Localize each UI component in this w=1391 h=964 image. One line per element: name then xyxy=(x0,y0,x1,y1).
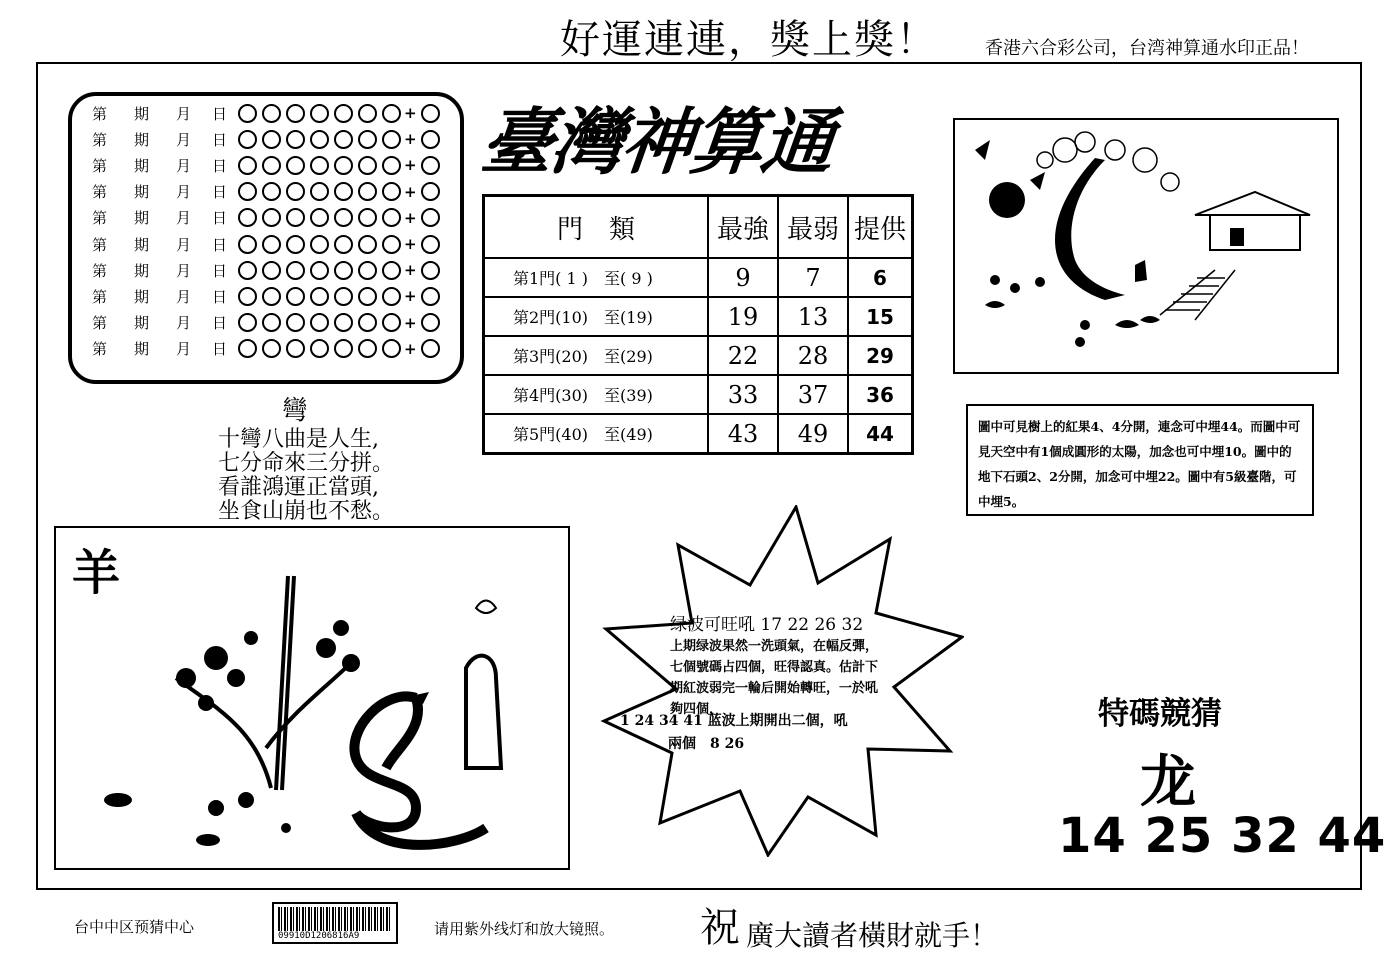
plus-sign: + xyxy=(404,156,417,175)
table-row xyxy=(484,375,913,414)
number-circle xyxy=(382,130,401,149)
number-circle xyxy=(334,287,353,306)
number-circle xyxy=(262,313,281,332)
number-circle xyxy=(238,339,257,358)
number-circle xyxy=(382,156,401,175)
number-circle xyxy=(262,287,281,306)
month-label: 月 xyxy=(176,130,192,149)
number-circle xyxy=(334,182,353,201)
provide-cell: 15 xyxy=(848,297,913,336)
weakest-cell: 13 xyxy=(778,297,848,336)
number-circle xyxy=(286,130,305,149)
number-circle xyxy=(238,208,257,227)
record-row xyxy=(92,233,445,255)
number-circle xyxy=(358,104,377,123)
number-circle xyxy=(310,313,329,332)
scene-illustration xyxy=(953,118,1339,374)
special-circle xyxy=(421,261,440,280)
day-label: 日 xyxy=(212,340,228,359)
special-zodiac: 龙 xyxy=(1140,750,1196,815)
animal-label: 羊 xyxy=(72,545,121,601)
number-circle xyxy=(238,235,257,254)
number-circle xyxy=(238,104,257,123)
number-circle xyxy=(310,156,329,175)
number-circle xyxy=(286,339,305,358)
number-circle xyxy=(334,156,353,175)
issue-label: 第 xyxy=(92,314,108,333)
barcode-bars xyxy=(278,907,392,931)
number-circle xyxy=(310,104,329,123)
special-guess-title: 特碼競猜 xyxy=(1098,696,1222,732)
strongest-cell: 33 xyxy=(708,375,778,414)
door-table xyxy=(482,194,914,455)
footer-center-name: 台中中区预猜中心 xyxy=(74,918,195,936)
weakest-cell: 7 xyxy=(778,258,848,297)
number-circle xyxy=(262,208,281,227)
table-row xyxy=(484,336,913,375)
number-circle xyxy=(358,208,377,227)
number-circle xyxy=(382,287,401,306)
star-line-3: 兩個 8 26 xyxy=(668,736,745,752)
number-circle xyxy=(382,313,401,332)
day-label: 日 xyxy=(212,261,228,280)
number-circle xyxy=(334,339,353,358)
plus-sign: + xyxy=(404,208,417,227)
period-label: 期 xyxy=(134,287,150,306)
top-slogan: 好運連連，獎上獎！ xyxy=(560,17,938,63)
header-weakest: 最弱 xyxy=(778,196,848,259)
record-row xyxy=(92,207,445,229)
number-circle xyxy=(310,261,329,280)
plus-sign: + xyxy=(404,130,417,149)
special-circle xyxy=(421,287,440,306)
strongest-cell: 22 xyxy=(708,336,778,375)
number-circle xyxy=(382,235,401,254)
number-circle xyxy=(262,182,281,201)
door-cell: 第1門( 1 ) 至( 9 ) xyxy=(484,258,709,297)
plus-sign: + xyxy=(404,339,417,358)
poem-line: 坐食山崩也不愁。 xyxy=(218,499,395,524)
weakest-cell: 28 xyxy=(778,336,848,375)
table-row xyxy=(484,258,913,297)
table-row xyxy=(484,414,913,454)
day-label: 日 xyxy=(212,209,228,228)
number-circle xyxy=(238,261,257,280)
provide-cell: 36 xyxy=(848,375,913,414)
special-circle xyxy=(421,104,440,123)
special-numbers: 14 25 32 44 xyxy=(1058,808,1387,864)
issue-label: 第 xyxy=(92,209,108,228)
issue-label: 第 xyxy=(92,183,108,202)
issue-label: 第 xyxy=(92,287,108,306)
day-label: 日 xyxy=(212,314,228,333)
strongest-cell: 43 xyxy=(708,414,778,454)
number-circle xyxy=(238,287,257,306)
number-circle xyxy=(358,130,377,149)
issue-label: 第 xyxy=(92,130,108,149)
number-circle xyxy=(358,339,377,358)
month-label: 月 xyxy=(176,261,192,280)
record-row xyxy=(92,259,445,281)
provide-cell: 29 xyxy=(848,336,913,375)
strongest-cell: 9 xyxy=(708,258,778,297)
number-circle xyxy=(382,261,401,280)
month-label: 月 xyxy=(176,183,192,202)
number-circle xyxy=(238,130,257,149)
special-circle xyxy=(421,339,440,358)
door-cell: 第4門(30) 至(39) xyxy=(484,375,709,414)
number-circle xyxy=(334,261,353,280)
record-row xyxy=(92,338,445,360)
record-row xyxy=(92,102,445,124)
period-label: 期 xyxy=(134,156,150,175)
number-circle xyxy=(334,130,353,149)
plus-sign: + xyxy=(404,235,417,253)
record-row xyxy=(92,154,445,176)
provide-cell: 6 xyxy=(848,258,913,297)
table-row xyxy=(484,297,913,336)
day-label: 日 xyxy=(212,156,228,175)
number-circle xyxy=(262,156,281,175)
record-row xyxy=(92,181,445,203)
record-box xyxy=(68,92,464,384)
footer-zhu: 祝 xyxy=(700,905,740,951)
month-label: 月 xyxy=(176,314,192,333)
day-label: 日 xyxy=(212,104,228,123)
clue-box: 圖中可見樹上的紅果4、4分開，連念可中埋44。而圖中可見天空中有1個成圓形的太陽，加念也可中埋10。圖中的地下石頭2、2分開，加念可中埋22。圖中有5級臺階，可中埋5。 xyxy=(966,404,1314,516)
plus-sign: + xyxy=(404,313,417,332)
number-circle xyxy=(310,182,329,201)
period-label: 期 xyxy=(134,261,150,280)
month-label: 月 xyxy=(176,235,192,254)
number-circle xyxy=(358,261,377,280)
door-cell: 第2門(10) 至(19) xyxy=(484,297,709,336)
issue-label: 第 xyxy=(92,156,108,175)
number-circle xyxy=(382,208,401,227)
star-title: 绿波可旺吼 17 22 26 32 xyxy=(670,615,864,635)
footer-instruction: 请用紫外线灯和放大镜照。 xyxy=(434,920,615,938)
barcode-text: 09910D1206816A9 xyxy=(278,931,360,941)
number-circle xyxy=(286,313,305,332)
number-circle xyxy=(238,313,257,332)
footer-blessing: 廣大讀者橫財就手！ xyxy=(746,919,999,952)
number-circle xyxy=(286,208,305,227)
period-label: 期 xyxy=(134,314,150,333)
number-circle xyxy=(286,235,305,254)
record-row xyxy=(92,128,445,150)
number-circle xyxy=(262,261,281,280)
period-label: 期 xyxy=(134,209,150,228)
animal-illustration xyxy=(54,526,570,870)
number-circle xyxy=(358,235,377,254)
number-circle xyxy=(286,287,305,306)
poem-heading: 彎 xyxy=(282,396,309,426)
number-circle xyxy=(310,208,329,227)
special-circle xyxy=(421,182,440,201)
number-circle xyxy=(382,182,401,201)
number-circle xyxy=(238,156,257,175)
number-circle xyxy=(358,287,377,306)
number-circle xyxy=(286,104,305,123)
special-circle xyxy=(421,156,440,175)
table-header-row xyxy=(484,196,913,259)
number-circle xyxy=(310,130,329,149)
header-strongest: 最強 xyxy=(708,196,778,259)
record-row xyxy=(92,285,445,307)
number-circle xyxy=(382,339,401,358)
number-circle xyxy=(262,339,281,358)
strongest-cell: 19 xyxy=(708,297,778,336)
company-note: 香港六合彩公司，台湾神算通水印正品！ xyxy=(985,38,1309,59)
month-label: 月 xyxy=(176,287,192,306)
number-circle xyxy=(334,208,353,227)
number-circle xyxy=(262,235,281,254)
poem-line: 看誰鴻運正當頭, xyxy=(218,475,379,500)
number-circle xyxy=(310,339,329,358)
scene-drawing xyxy=(955,120,1337,372)
number-circle xyxy=(358,156,377,175)
main-title: 臺灣神算通 xyxy=(476,99,836,184)
weakest-cell: 49 xyxy=(778,414,848,454)
number-circle xyxy=(358,313,377,332)
number-circle xyxy=(334,104,353,123)
door-cell: 第3門(20) 至(29) xyxy=(484,336,709,375)
number-circle xyxy=(286,156,305,175)
number-circle xyxy=(358,182,377,201)
period-label: 期 xyxy=(134,104,150,123)
star-line-2: 1 24 34 41 蓝波上期開出二個，吼 xyxy=(620,713,848,729)
issue-label: 第 xyxy=(92,340,108,359)
number-circle xyxy=(238,182,257,201)
number-circle xyxy=(262,104,281,123)
special-circle xyxy=(421,208,440,227)
period-label: 期 xyxy=(134,235,150,254)
plus-sign: + xyxy=(404,104,417,122)
plus-sign: + xyxy=(404,287,417,306)
door-cell: 第5門(40) 至(49) xyxy=(484,414,709,454)
number-circle xyxy=(262,130,281,149)
issue-label: 第 xyxy=(92,261,108,280)
number-circle xyxy=(334,235,353,254)
header-provide: 提供 xyxy=(848,196,913,259)
period-label: 期 xyxy=(134,183,150,202)
day-label: 日 xyxy=(212,287,228,306)
special-circle xyxy=(421,313,440,332)
star-text: 上期绿波果然一洗頭氣，在幅反彈，七個號碼占四個，旺得認真。估計下期紅波弱完一輪后開始轉旺，一於吼夠四個， xyxy=(670,639,879,717)
provide-cell: 44 xyxy=(848,414,913,454)
header-door: 門 類 xyxy=(484,196,709,259)
special-circle xyxy=(421,235,440,254)
number-circle xyxy=(310,287,329,306)
number-circle xyxy=(286,182,305,201)
record-row xyxy=(92,312,445,334)
poem-line: 七分命來三分拼。 xyxy=(218,451,395,476)
month-label: 月 xyxy=(176,340,192,359)
poem-line: 十彎八曲是人生, xyxy=(218,427,379,452)
plus-sign: + xyxy=(404,182,417,201)
month-label: 月 xyxy=(176,104,192,123)
poem xyxy=(218,428,394,524)
month-label: 月 xyxy=(176,156,192,175)
issue-label: 第 xyxy=(92,235,108,254)
number-circle xyxy=(286,261,305,280)
month-label: 月 xyxy=(176,209,192,228)
period-label: 期 xyxy=(134,340,150,359)
barcode xyxy=(272,902,398,944)
day-label: 日 xyxy=(212,183,228,202)
day-label: 日 xyxy=(212,130,228,149)
number-circle xyxy=(382,104,401,123)
issue-label: 第 xyxy=(92,104,108,123)
number-circle xyxy=(334,313,353,332)
period-label: 期 xyxy=(134,130,150,149)
weakest-cell: 37 xyxy=(778,375,848,414)
snake-tree-drawing xyxy=(56,528,568,868)
number-circle xyxy=(310,235,329,254)
plus-sign: + xyxy=(404,261,417,280)
day-label: 日 xyxy=(212,235,228,254)
special-circle xyxy=(421,130,440,149)
